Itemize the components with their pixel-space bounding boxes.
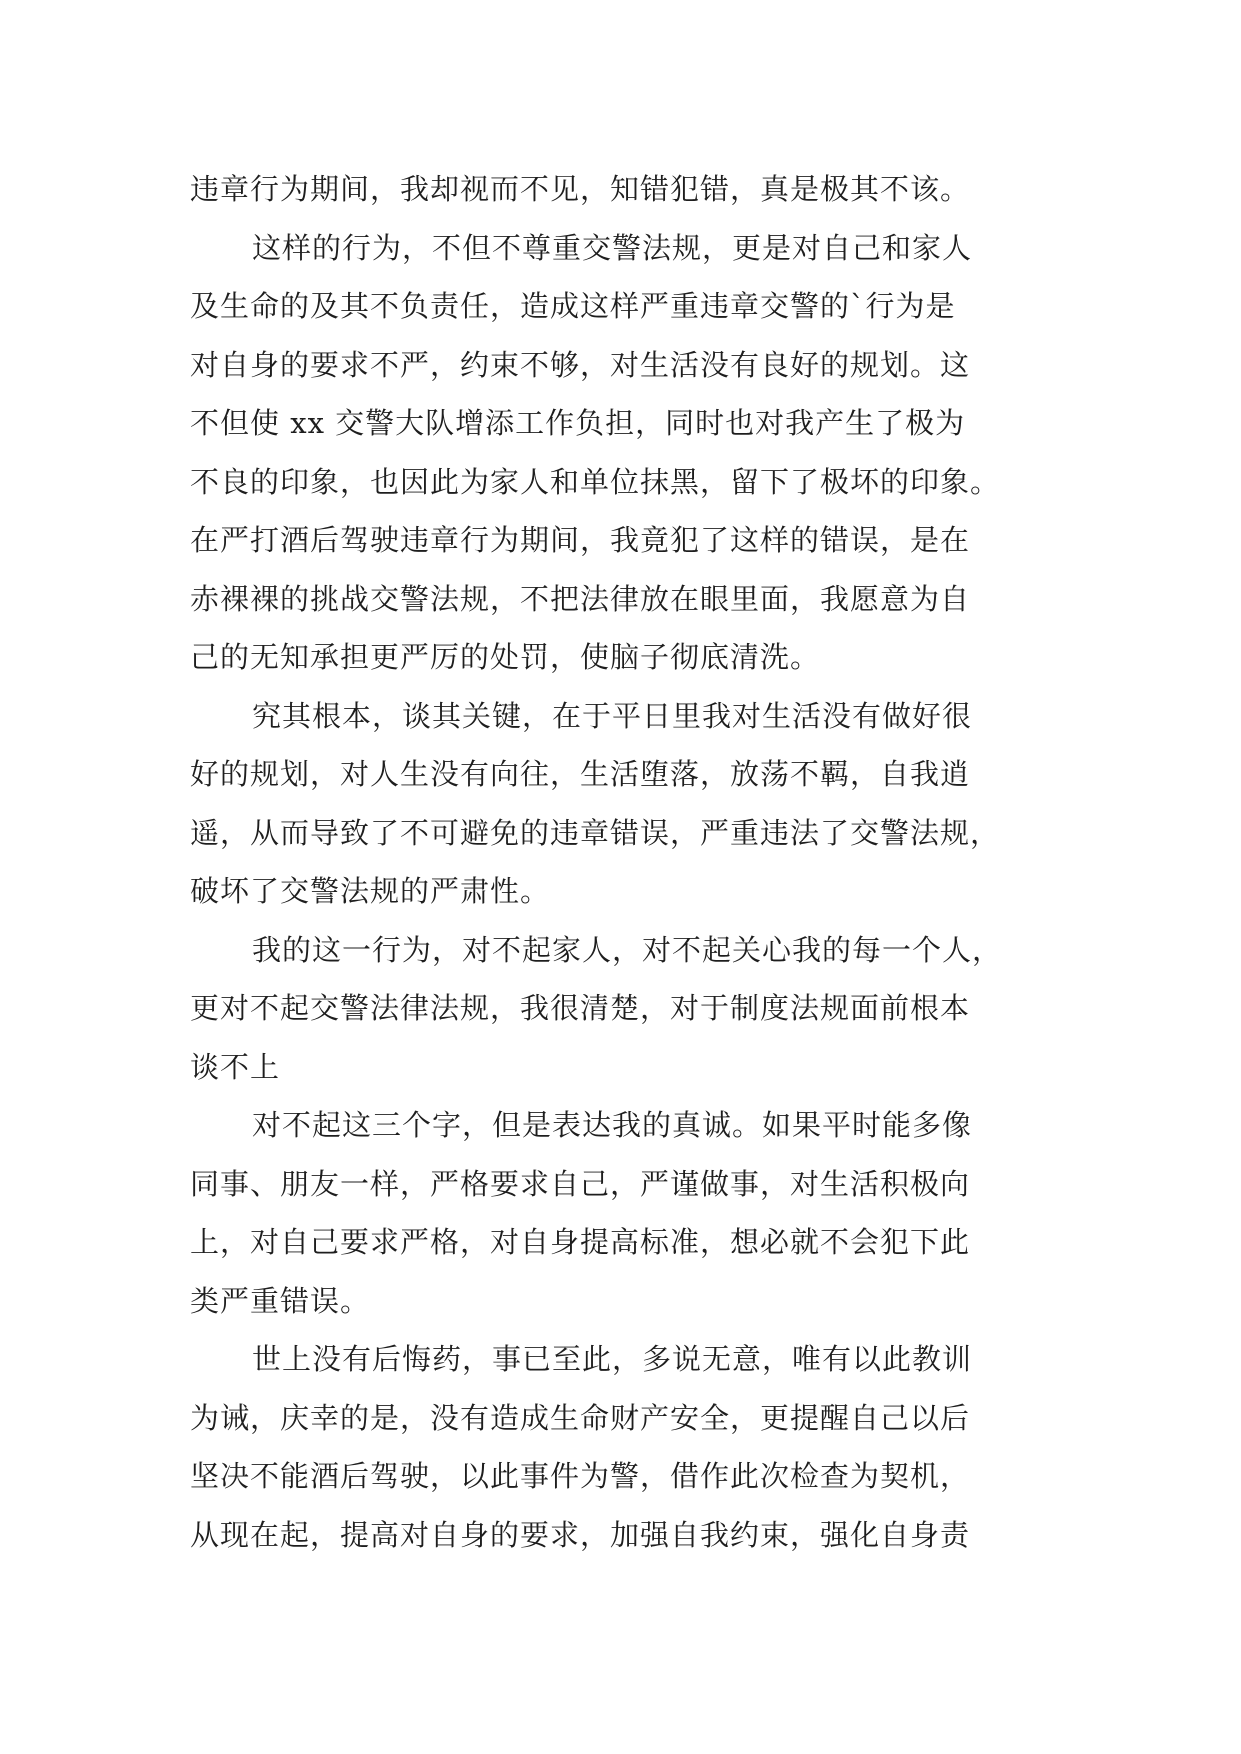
text-line: 我的这一行为，对不起家人，对不起关心我的每一个人，	[252, 932, 1003, 967]
text-line: 上，对自己要求严格，对自身提高标准，想必就不会犯下此	[190, 1225, 971, 1259]
text-line: 究其根本，谈其关键，在于平日里我对生活没有做好很	[252, 698, 973, 733]
text-line: 类严重错误。	[190, 1283, 371, 1318]
text-line: 赤裸裸的挑战交警法规，不把法律放在眼里面，我愿意为自	[190, 581, 971, 616]
text-line: 违章行为期间，我却视而不见，知错犯错，真是极其不该。	[190, 172, 971, 206]
text-line: 对不起这三个字，但是表达我的真诚。如果平时能多像	[252, 1108, 973, 1142]
text-line: 及生命的及其不负责任，造成这样严重违章交警的`行为是	[190, 289, 956, 323]
text-line: 遥，从而导致了不可避免的违章错误，严重违法了交警法规，	[190, 815, 1001, 850]
text-line: 坚决不能酒后驾驶，以此事件为警，借作此次检查为契机，	[190, 1459, 971, 1493]
text-line: 这样的行为，不但不尊重交警法规，更是对自己和家人	[252, 230, 973, 265]
text-line: 世上没有后悔药，事已至此，多说无意，唯有以此教训	[252, 1342, 973, 1376]
text-line: 同事、朋友一样，严格要求自己，严谨做事，对生活积极向	[190, 1166, 971, 1201]
text-line: 己的无知承担更严厉的处罚，使脑子彻底清洗。	[190, 640, 821, 674]
text-line: 谈不上	[190, 1049, 281, 1084]
text-line: 更对不起交警法律法规，我很清楚，对于制度法规面前根本	[190, 991, 971, 1025]
text-line: 破坏了交警法规的严肃性。	[190, 874, 551, 908]
text-line: 为诫，庆幸的是，没有造成生命财产安全，更提醒自己以后	[190, 1400, 971, 1435]
text-line: 对自身的要求不严，约束不够，对生活没有良好的规划。这	[190, 347, 971, 382]
text-line: 不但使 xx 交警大队增添工作负担，同时也对我产生了极为	[190, 406, 966, 440]
text-line: 在严打酒后驾驶违章行为期间，我竟犯了这样的错误，是在	[190, 523, 971, 557]
text-line: 不良的印象，也因此为家人和单位抹黑，留下了极坏的印象。	[190, 464, 1001, 499]
document-body	[190, 160, 1070, 1564]
text-line: 从现在起，提高对自身的要求，加强自我约束，强化自身责	[190, 1517, 971, 1552]
text-line: 好的规划，对人生没有向往，生活堕落，放荡不羁，自我逍	[190, 757, 971, 791]
